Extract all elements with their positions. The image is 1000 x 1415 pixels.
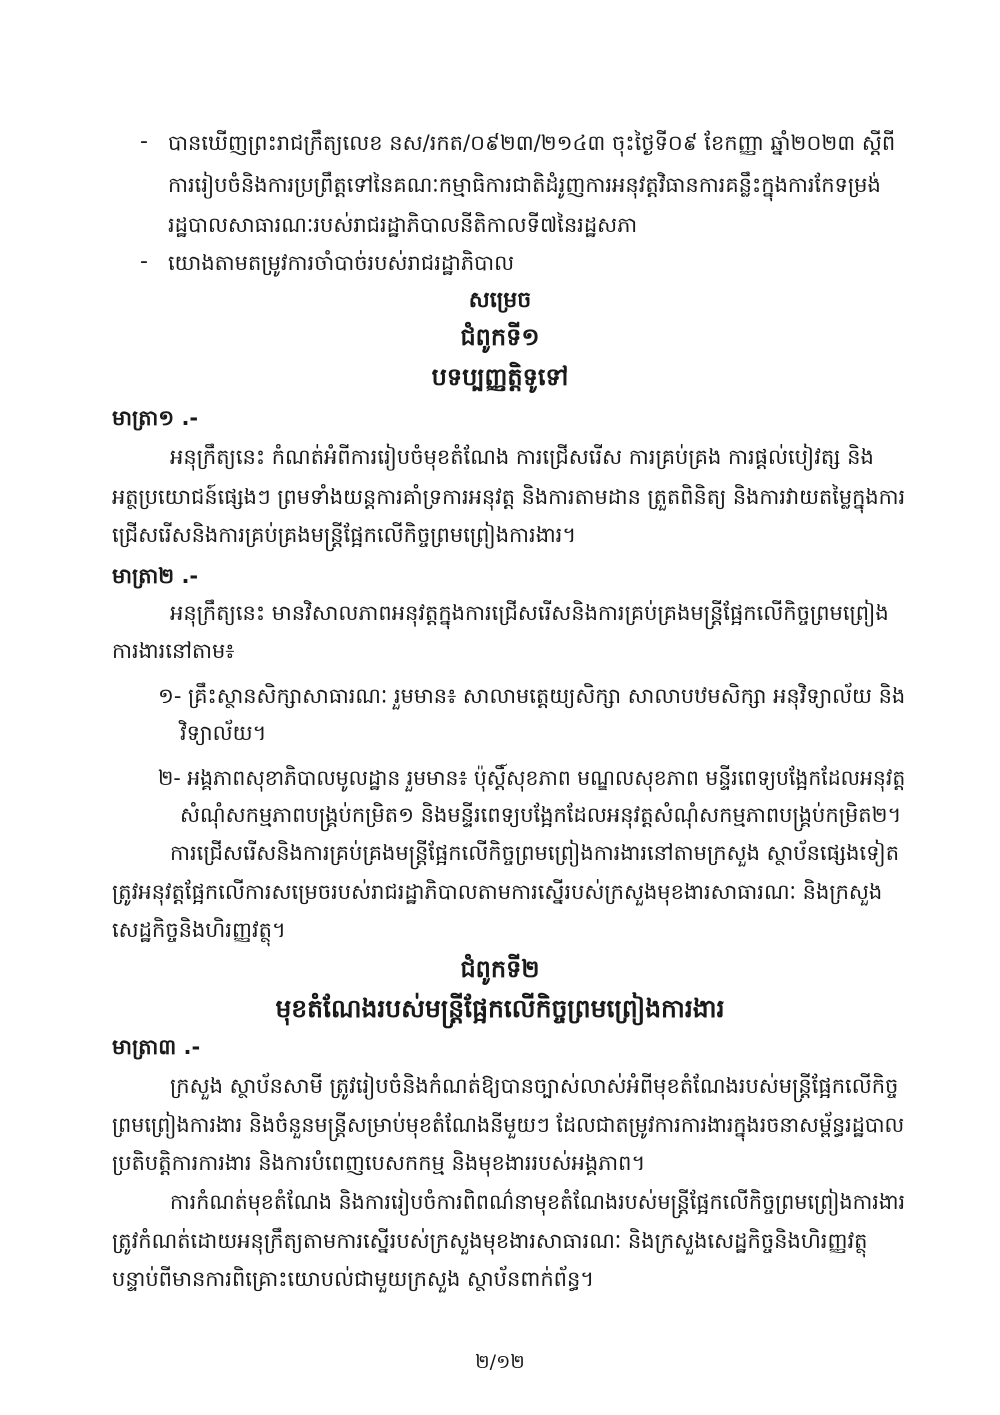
article-2-item-1: វិទ្យាល័យ។ — [180, 721, 267, 745]
article-3-line: ត្រូវកំណត់ដោយអនុក្រឹត្យតាមការស្នើរបស់ក្រសួងមុខងារសាធារណៈ និងក្រសួងសេដ្ឋកិច្ចនិងហិរញ្ញវត្ថុ — [112, 1229, 868, 1253]
article-3-line: ព្រមព្រៀងការងារ និងចំនួនមន្ត្រីសម្រាប់មុខតំណែងនីមួយៗ ដែលជាតម្រូវការការងារក្នុងរចនាសម្ព័ន្ធរដ្ឋបាល — [112, 1113, 905, 1137]
article-2-closing: ត្រូវអនុវត្តផ្អែកលើការសម្រេចរបស់រាជរដ្ឋាភិបាលតាមការស្នើរបស់ក្រសួងមុខងារសាធារណៈ និងក្រសួង — [112, 880, 883, 904]
article-3-line: ការកំណត់មុខតំណែង និងការរៀបចំការពិពណ៌នាមុខតំណែងរបស់មន្ត្រីផ្អែកលើកិច្ចព្រមព្រៀងការងារ — [170, 1190, 906, 1214]
article-1-line: ជ្រើសរើសនិងការគ្រប់គ្រងមន្ត្រីផ្អែកលើកិច្ចព្រមព្រៀងការងារ។ — [112, 523, 577, 547]
chapter-1-heading: ជំពូកទី១ — [460, 323, 540, 351]
preamble-line: រដ្ឋបាលសាធារណៈរបស់រាជរដ្ឋាភិបាលនីតិកាលទី៧នៃរដ្ឋសភា — [168, 213, 638, 237]
article-2-line: អនុក្រឹត្យនេះ មានវិសាលភាពអនុវត្តក្នុងការជ្រើសរើសនិងការគ្រប់គ្រងមន្ត្រីផ្អែកលើកិច្ចព្រមព្រៀង — [170, 601, 889, 625]
article-3-line: បន្ទាប់ពីមានការពិគ្រោះយោបល់ជាមួយក្រសួង ស្ថាប័នពាក់ព័ន្ធ។ — [112, 1267, 595, 1291]
bullet-marker: - — [140, 249, 148, 274]
article-2-closing: សេដ្ឋកិច្ចនិងហិរញ្ញវត្ថុ។ — [112, 918, 286, 942]
article-1-line: អត្ថប្រយោជន៍ផ្សេងៗ ព្រមទាំងយន្តការគាំទ្រការអនុវត្ត និងការតាមដាន ត្រួតពិនិត្យ និងការវាយតម្លៃក្នុងការ — [112, 485, 906, 509]
article-2-item-2: សំណុំសកម្មភាពបង្គ្រប់កម្រិត១ និងមន្ទីរពេទ្យបង្អែកដែលអនុវត្តសំណុំសកម្មភាពបង្គ្រប់កម្រិត២។ — [180, 803, 902, 827]
article-3-line: ប្រតិបត្តិការការងារ និងការបំពេញបេសកកម្ម និងមុខងាររបស់អង្គភាព។ — [112, 1151, 646, 1175]
chapter-1-title: បទប្បញ្ញត្តិទូទៅ — [431, 363, 569, 391]
article-2-label: មាត្រា២ .- — [112, 564, 199, 588]
page-number: ២/១២ — [475, 1351, 525, 1373]
article-1-label: មាត្រា១ .- — [112, 406, 199, 430]
preamble-line: បានឃើញព្រះរាជក្រឹត្យលេខ នស/រកត/០៩២៣/២១៤៣ ចុះថ្ងៃទី០៩ ខែកញ្ញា ឆ្នាំ២០២៣ ស្តីពី — [168, 131, 896, 155]
article-2-item-1: ១- គ្រឹះស្ថានសិក្សាសាធារណៈ រួមមាន៖ សាលាមត្តេយ្យសិក្សា សាលាបឋមសិក្សា អនុវិទ្យាល័យ និង — [158, 684, 906, 708]
preamble-line: យោងតាមតម្រូវការចាំបាច់របស់រាជរដ្ឋាភិបាល — [168, 251, 515, 275]
article-3-label: មាត្រា៣ .- — [112, 1035, 201, 1059]
chapter-2-heading: ជំពូកទី២ — [460, 955, 540, 983]
bullet-marker: - — [140, 129, 148, 154]
preamble-line: ការរៀបចំនិងការប្រព្រឹត្តទៅនៃគណៈកម្មាធិការជាតិដំរូញការអនុវត្តវិធានការគន្លឹះក្នុងការកែទម្រង់ — [168, 173, 881, 197]
article-1-line: អនុក្រឹត្យនេះ កំណត់អំពីការរៀបចំមុខតំណែង ការជ្រើសរើស ការគ្រប់គ្រង ការផ្តល់បៀវត្ស និង — [170, 445, 874, 469]
article-2-closing: ការជ្រើសរើសនិងការគ្រប់គ្រងមន្ត្រីផ្អែកលើកិច្ចព្រមព្រៀងការងារនៅតាមក្រសួង ស្ថាប័នផ្សេងទៀត — [170, 841, 900, 865]
decision-heading: សម្រេច — [468, 288, 532, 313]
article-2-item-2: ២- អង្គភាពសុខាភិបាលមូលដ្ឋាន រួមមាន៖ ប៉ុស្តិ៍សុខភាព មណ្ឌលសុខភាព មន្ទីរពេទ្យបង្អែកដែលអនុវត្ត — [158, 766, 906, 790]
article-3-line: ក្រសួង ស្ថាប័នសាមី ត្រូវរៀបចំនិងកំណត់ឱ្យបានច្បាស់លាស់អំពីមុខតំណែងរបស់មន្ត្រីផ្អែកលើកិច្ច — [170, 1074, 899, 1098]
article-2-line: ការងារនៅតាម៖ — [112, 639, 235, 663]
chapter-2-title: មុខតំណែងរបស់មន្ត្រីផ្អែកលើកិច្ចព្រមព្រៀងការងារ — [275, 994, 725, 1023]
